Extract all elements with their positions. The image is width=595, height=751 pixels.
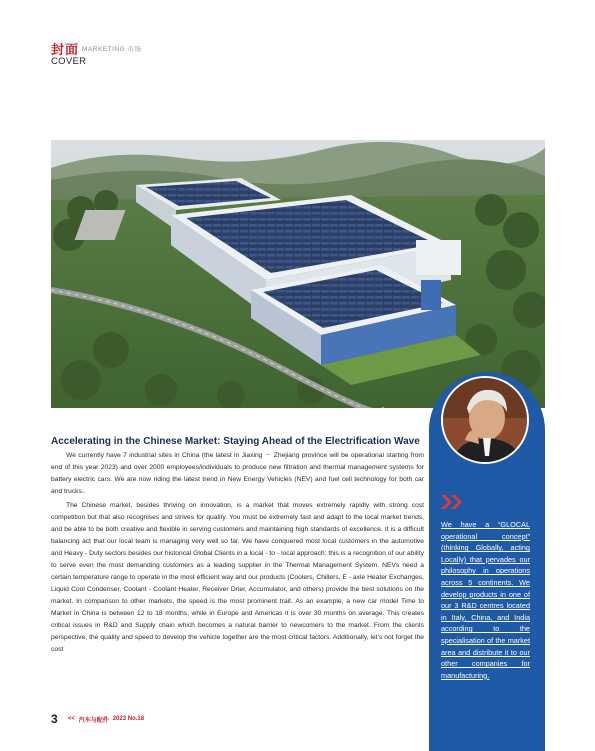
hero-factory-photo	[51, 140, 545, 408]
footer-arrows: <<	[67, 716, 75, 722]
executive-portrait	[441, 376, 529, 464]
page-number: 3	[51, 712, 58, 726]
issue-label: 2023 No.18	[112, 716, 145, 722]
section-label-cn: 封面	[51, 43, 80, 58]
article-paragraph: We currently have 7 industrial sites in China (the latest in Jiaxing － Zhejiang province will be operational starting from end of this year 2023) and over 2000 employees/individuals to produce new filtration and thermal management systems for battery electric cars. We are now riding the latest trend in New Energy Vehicles (NEV) and fuel cell technology for both car and trucks..	[51, 452, 424, 496]
section-label-marketing: MARKETING 市场	[82, 46, 142, 53]
article-paragraph: The Chinese market, besides thriving on innovation, is a market that moves extremely rapidly with strong cost competition but that also recognises and strives for quality. You must be extremely fast and adapt to the local market trends, and be able to be both creative and flexible in serving customers and maintaining high standards of excellence. It is a difficult balancing act that our local team is managing very well so far. We have conquered most local customers in the automotive and Heavy - Duty sectors besides our historical Global Clients in a local - to - local approach: this is a recognition of our ability to serve even the most demanding customers as a leading supplier in the Thermal Management System. NEVs need a certain temperature range to operate in the most efficient way and our products (Coolers, Chillers, E - axle Heater Exchanges, Liquid Cool Condenser, Coolant - Coolant Heater, Receiver Drier, Accumulator, and others) provide the best solutions on the market. In comparison to other markets, the speed is the most prominent trait. As an example, a new car model Time to Market in China is between 12 to 18 months, while in Europe and Americas it is over 30 months on average. This creates critical issues in R&D and Supply chain which becomes a natural barrier to newcomers to the market. From the clients perspective, the quality and speed to develop the vehicle together are the most critical factors. Additionally, let’s not forget the cost	[51, 501, 424, 654]
sidebar-quote: We have a “GLOCAL operational concept” (thinking Globally, acting Locally) that pervades our philosophy in operations across 5 continents. We develop products in one of our 3 R&D centres located in Italy, China, and India according to the specialisation of the market area and distribute it to our other companies for manufacturing.	[441, 520, 530, 680]
section-label-en: COVER	[51, 56, 87, 67]
page-footer	[51, 712, 144, 726]
double-chevron-icon	[441, 495, 465, 509]
article-title: Accelerating in the Chinese Market: Staying Ahead of the Electrification Wave	[51, 436, 420, 447]
magazine-name: 汽车与配件	[78, 716, 109, 724]
article-body	[51, 450, 424, 658]
